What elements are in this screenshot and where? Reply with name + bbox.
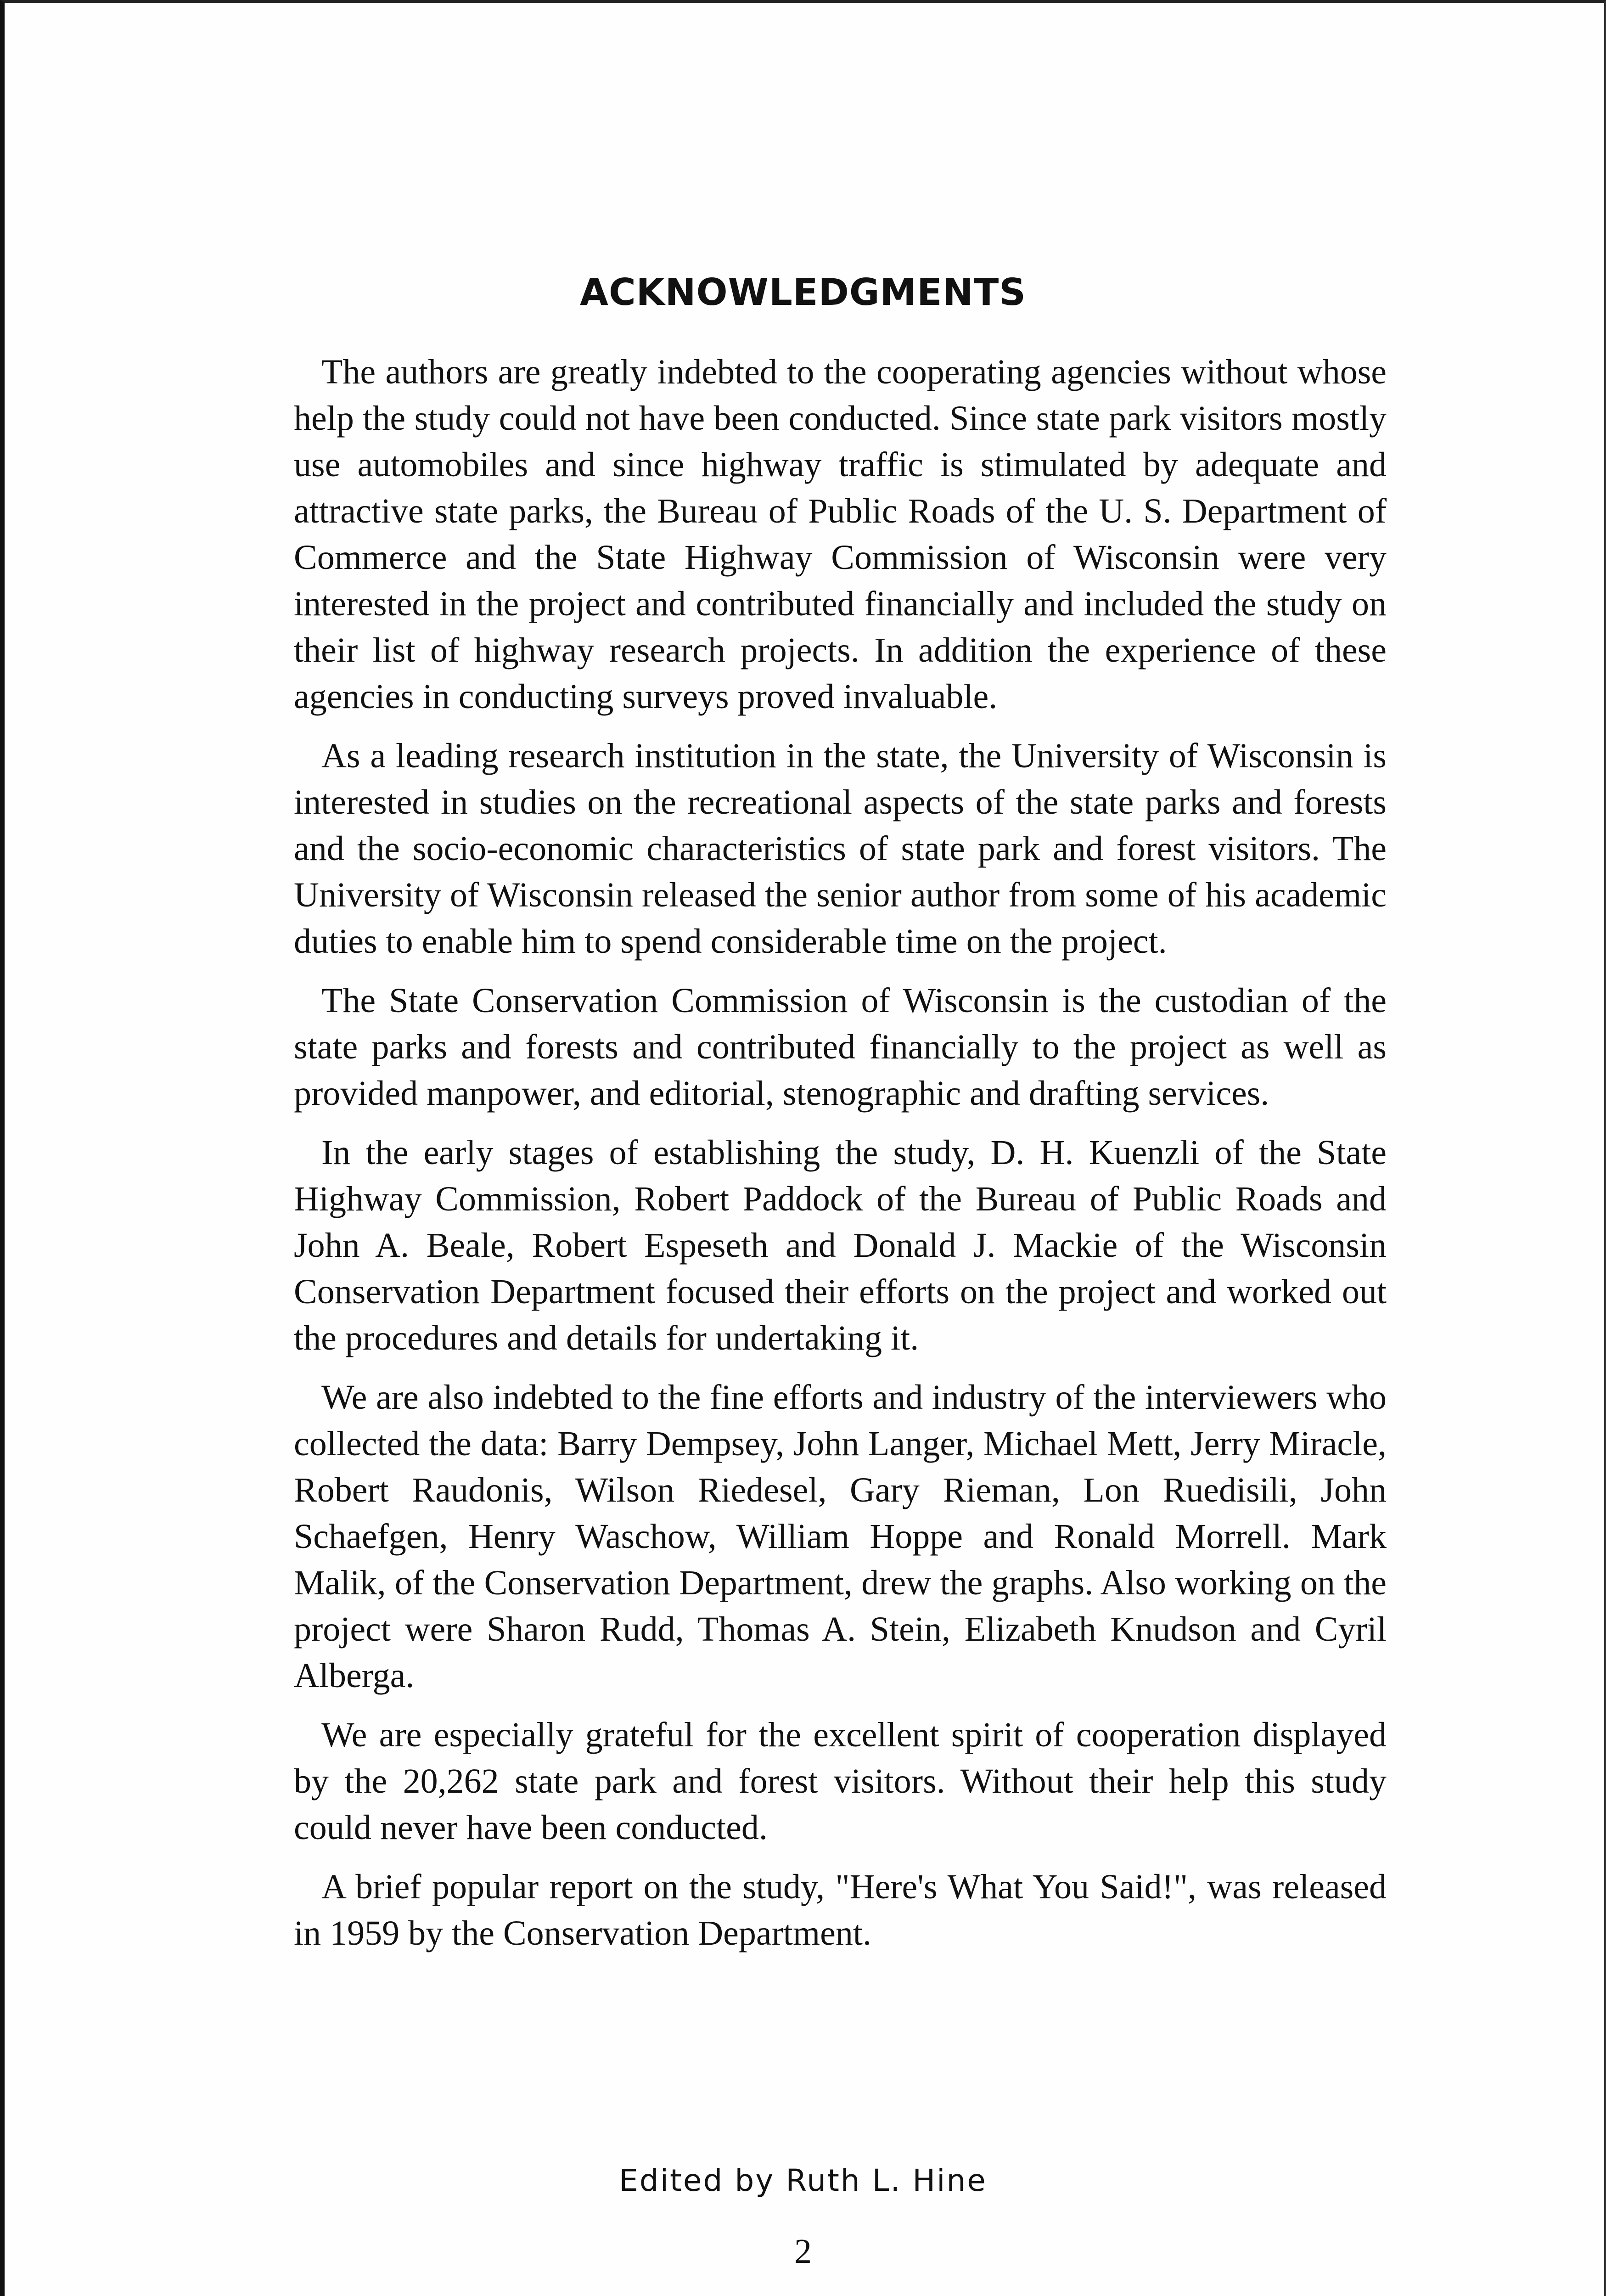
paragraph-interviewers: We are also indebted to the fine efforts and industry of the interviewers who collected the data: Barry Dempsey, John Langer, Michael Mett, Jerry Miracle, Robert Raudonis, Wilson Riedesel, Gary Rieman, Lon Ruedisili, John Schaefgen, Henry Waschow, William Hoppe and Ronald Morrell. Mark Malik, of the Conservation Department, drew the graphs. Also working on the project were Sharon Rudd, Thomas A. Stein, Elizabeth Knudson and Cyril Alberga. [294, 1378, 1387, 1695]
paragraph-conservation-commission: The State Conservation Commission of Wisconsin is the custodian of the state parks and forests and contributed financially to the project as well as provided manpower, and editorial, stenographic and drafting services. [294, 981, 1387, 1113]
editor-credit: Edited by Ruth L. Hine [619, 2163, 987, 2198]
page-number: 2 [794, 2232, 812, 2271]
paragraph-popular-report: A brief popular report on the study, "Here's What You Said!", was released in 1959 by the Conservation Department. [294, 1868, 1387, 1953]
paragraph-early-stages: In the early stages of establishing the study, D. H. Kuenzli of the State Highway Commission, Robert Paddock of the Bureau of Public Roads and John A. Beale, Robert Espeseth and Donald J. Mackie of the Wisconsin Conservation Department focused their efforts on the project and worked out the procedures and details for undertaking it. [294, 1133, 1387, 1357]
paragraph-university: As a leading research institution in the state, the University of Wisconsin is interested in studies on the recreational aspects of the state parks and forests and the socio-economic characteristics of state park and forest visitors. The University of Wisconsin released the senior author from some of his academic duties to enable him to spend considerable time on the project. [294, 737, 1387, 961]
page-title: ACKNOWLEDGMENTS [580, 271, 1026, 314]
paragraph-visitors: We are especially grateful for the excellent spirit of cooperation displayed by the 20,262 state park and forest visitors. Without their help this study could never have been conducted. [294, 1716, 1387, 1847]
paragraph-agencies: The authors are greatly indebted to the cooperating agencies without whose help the study could not have been conducted. Since state park visitors mostly use automobiles and since highway traffic is stimulated by adequate and attractive state parks, the Bureau of Public Roads of the U. S. Department of Commerce and the State Highway Commission of Wisconsin were very interested in the project and contributed financially and included the study on their list of highway research projects. In addition the experience of these agencies in conducting surveys proved invaluable. [294, 353, 1387, 716]
acknowledgments-body [294, 349, 1387, 1970]
